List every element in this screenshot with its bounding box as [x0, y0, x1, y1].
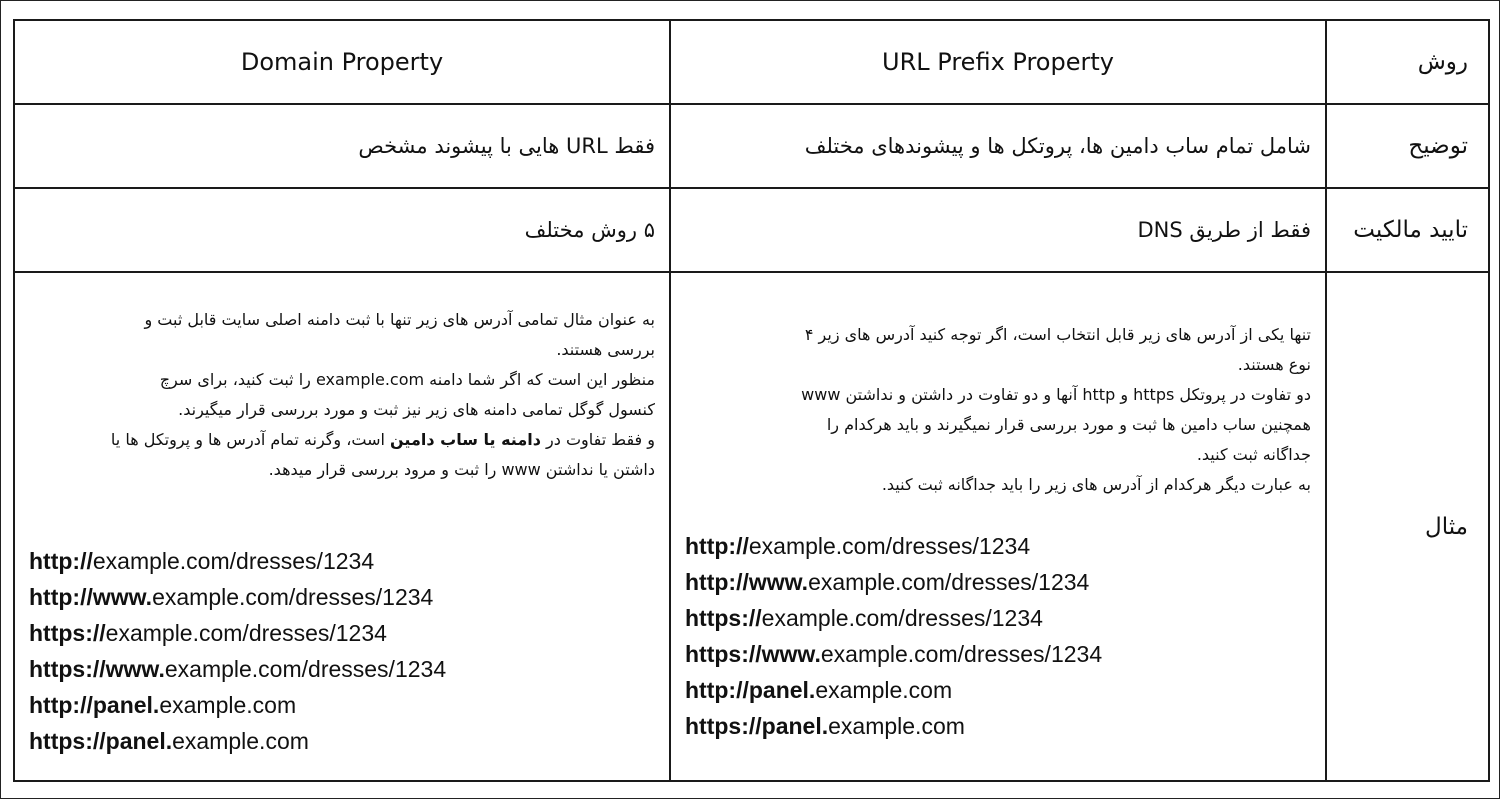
description-label: توضیح: [1326, 104, 1489, 188]
example-url-prefix-url-list: [685, 528, 1311, 744]
header-url-prefix: URL Prefix Property: [670, 20, 1326, 104]
header-domain: Domain Property: [14, 20, 670, 104]
comparison-table: [13, 19, 1490, 782]
ownership-domain: ۵ روش مختلف: [14, 188, 670, 272]
description-row: [14, 104, 1489, 188]
ownership-label: تایید مالکیت: [1326, 188, 1489, 272]
example-url-prefix-line: دو تفاوت در پروتکل https و http آنها و دو تفاوت در داشتن و نداشتن www: [801, 384, 1311, 404]
example-row: [14, 272, 1489, 781]
example-url-prefix-line: به عبارت دیگر هرکدام از آدرس های زیر را باید جداگانه ثبت کنید.: [881, 474, 1311, 494]
example-domain-text: [29, 305, 655, 485]
example-url-prefix-cell: [670, 272, 1326, 781]
url-list-item: https://www.example.com/dresses/1234: [685, 640, 1103, 667]
example-domain-line: داشتن یا نداشتن www را ثبت و مرود بررسی قرار میدهد.: [268, 459, 655, 479]
url-list-item: http://panel.example.com: [685, 676, 953, 703]
description-url-prefix: شامل تمام ساب دامین ها، پروتکل ها و پیشوندهای مختلف: [670, 104, 1326, 188]
url-list-item: http://example.com/dresses/1234: [685, 532, 1031, 559]
example-domain-line: بررسی هستند.: [556, 339, 655, 359]
header-label: روش: [1326, 20, 1489, 104]
example-url-prefix-line: همچنین ساب دامین ها ثبت و مورد بررسی قرار نمیگیرند و باید هرکدام را: [826, 414, 1311, 434]
example-url-prefix-line: نوع هستند.: [1237, 354, 1311, 374]
url-list-item: http://panel.example.com: [29, 691, 297, 718]
url-list-item: https://example.com/dresses/1234: [685, 604, 1043, 631]
example-domain-line: کنسول گوگل تمامی دامنه های زیر نیز ثبت و مورد بررسی قرار میگیرند.: [178, 399, 655, 419]
example-domain-line: به عنوان مثال تمامی آدرس های زیر تنها با ثبت دامنه اصلی سایت قابل ثبت و: [144, 309, 655, 329]
example-domain-line: و فقط تفاوت در دامنه یا ساب دامین است، وگرنه تمام آدرس ها و پروتکل ها یا: [110, 429, 655, 449]
example-domain-line: منظور این است که اگر شما دامنه example.com را ثبت کنید، برای سرچ: [159, 369, 655, 389]
example-url-prefix-line: جداگانه ثبت کنید.: [1196, 444, 1311, 464]
url-list-item: http://www.example.com/dresses/1234: [29, 583, 434, 610]
url-list-item: http://example.com/dresses/1234: [29, 547, 375, 574]
url-list-item: http://www.example.com/dresses/1234: [685, 568, 1090, 595]
ownership-row: [14, 188, 1489, 272]
example-url-prefix-line: تنها یکی از آدرس های زیر قابل انتخاب است، اگر توجه کنید آدرس های زیر ۴: [804, 324, 1311, 344]
example-domain-cell: [14, 272, 670, 781]
example-label: مثال: [1326, 272, 1489, 781]
description-domain: فقط URL هایی با پیشوند مشخص: [14, 104, 670, 188]
example-url-prefix-text: [685, 320, 1311, 500]
example-domain-url-list: [29, 543, 655, 759]
url-list-item: https://example.com/dresses/1234: [29, 619, 387, 646]
url-list-item: https://panel.example.com: [29, 727, 309, 754]
url-list-item: https://panel.example.com: [685, 712, 965, 739]
url-list-item: https://www.example.com/dresses/1234: [29, 655, 447, 682]
ownership-url-prefix: فقط از طریق DNS: [670, 188, 1326, 272]
header-row: [14, 20, 1489, 104]
